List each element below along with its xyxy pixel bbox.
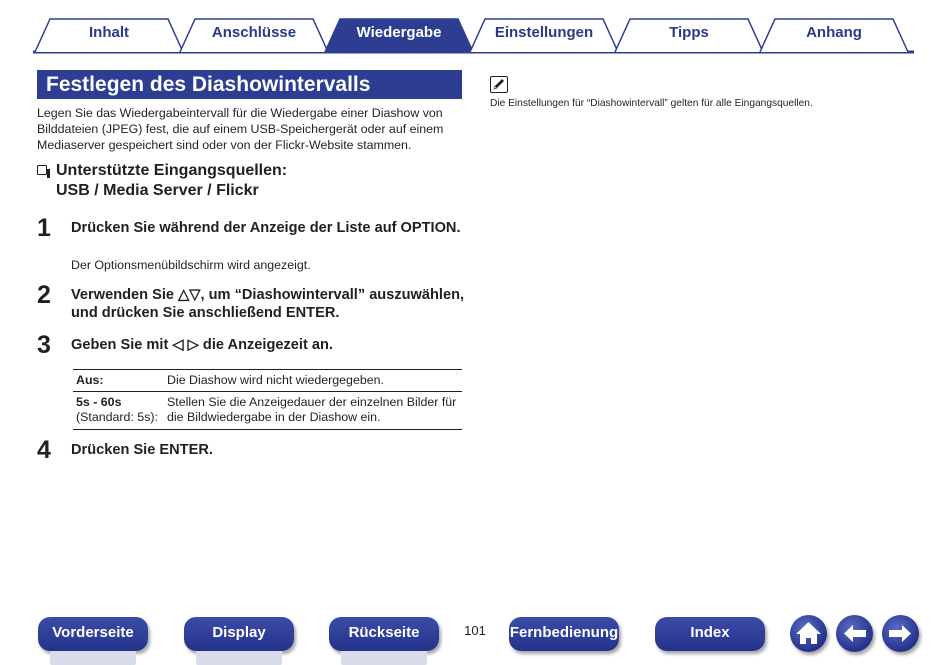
checkbox-icon <box>37 165 47 175</box>
table-key: Aus: <box>73 370 164 392</box>
supported-list: USB / Media Server / Flickr <box>56 182 259 199</box>
tab-inhalt[interactable]: Inhalt <box>89 24 129 41</box>
step-text: Verwenden Sie △▽, um “Diashowintervall” auszuwählen, und drücken Sie anschließend ENTER. <box>71 287 465 321</box>
step-number: 4 <box>37 436 51 464</box>
table-row <box>73 370 462 392</box>
note-text: Die Einstellungen für “Diashowintervall” gelten für alle Eingangsquellen. <box>490 98 813 109</box>
tab-einstellungen[interactable]: Einstellungen <box>494 24 594 41</box>
tab-tipps[interactable]: Tipps <box>669 24 709 41</box>
tab-bar <box>0 0 950 56</box>
step-number: 1 <box>37 214 51 242</box>
step-subtext: Der Optionsmenübildschirm wird angezeigt. <box>71 258 311 272</box>
table-key-cell <box>73 392 164 430</box>
tab-wiedergabe[interactable]: Wiedergabe <box>356 24 442 41</box>
nav-shadow-strip <box>341 651 427 665</box>
nav-label: Index <box>690 624 730 641</box>
home-button[interactable] <box>790 615 827 652</box>
step-text: Drücken Sie während der Anzeige der Liste auf OPTION. <box>71 220 461 236</box>
nav-label: Fernbedienung <box>509 624 619 641</box>
nav-fernbedienung-button[interactable] <box>509 617 619 651</box>
table-row <box>73 392 462 430</box>
section-title: Festlegen des Diashowintervalls <box>37 70 462 99</box>
arrow-right-icon <box>882 615 919 652</box>
page-number: 101 <box>464 623 486 638</box>
supported-heading: Unterstützte Eingangsquellen: <box>56 162 288 179</box>
nav-display-button[interactable] <box>184 617 294 651</box>
nav-label: Vorderseite <box>52 624 134 641</box>
intro-paragraph: Legen Sie das Wiedergabeintervall für die Wiedergabe einer Diashow von Bilddateien (JPEG) fest, die auf einem USB-Speichergerät oder auf einem Mediaserver gespeichert sind oder von der Flickr-Website stammen. <box>37 106 444 152</box>
nav-shadow-strip <box>50 651 136 665</box>
home-icon <box>790 615 827 652</box>
arrow-left-icon <box>836 615 873 652</box>
settings-table <box>73 369 462 430</box>
step-number: 2 <box>37 281 51 309</box>
nav-rueckseite-button[interactable] <box>329 617 439 651</box>
table-value: Die Diashow wird nicht wiedergegeben. <box>164 370 462 392</box>
step-text: Geben Sie mit ◁ ▷ die Anzeigezeit an. <box>71 337 333 353</box>
table-key-default: (Standard: 5s): <box>76 410 158 424</box>
nav-label: Display <box>212 624 266 641</box>
step-number: 3 <box>37 331 51 359</box>
table-value: Stellen Sie die Anzeigedauer der einzelnen Bilder für die Bildwiedergabe in der Diashow ein. <box>164 392 462 430</box>
nav-vorderseite-button[interactable] <box>38 617 148 651</box>
tab-anschluesse[interactable]: Anschlüsse <box>211 24 297 41</box>
back-button[interactable] <box>836 615 873 652</box>
forward-button[interactable] <box>882 615 919 652</box>
table-key: 5s - 60s <box>76 395 122 409</box>
supported-sources <box>37 161 287 201</box>
step-text: Drücken Sie ENTER. <box>71 442 213 458</box>
nav-label: Rückseite <box>348 624 420 641</box>
pencil-icon <box>490 76 508 93</box>
nav-shadow-strip <box>196 651 282 665</box>
nav-index-button[interactable] <box>655 617 765 651</box>
tab-anhang[interactable]: Anhang <box>806 24 862 41</box>
